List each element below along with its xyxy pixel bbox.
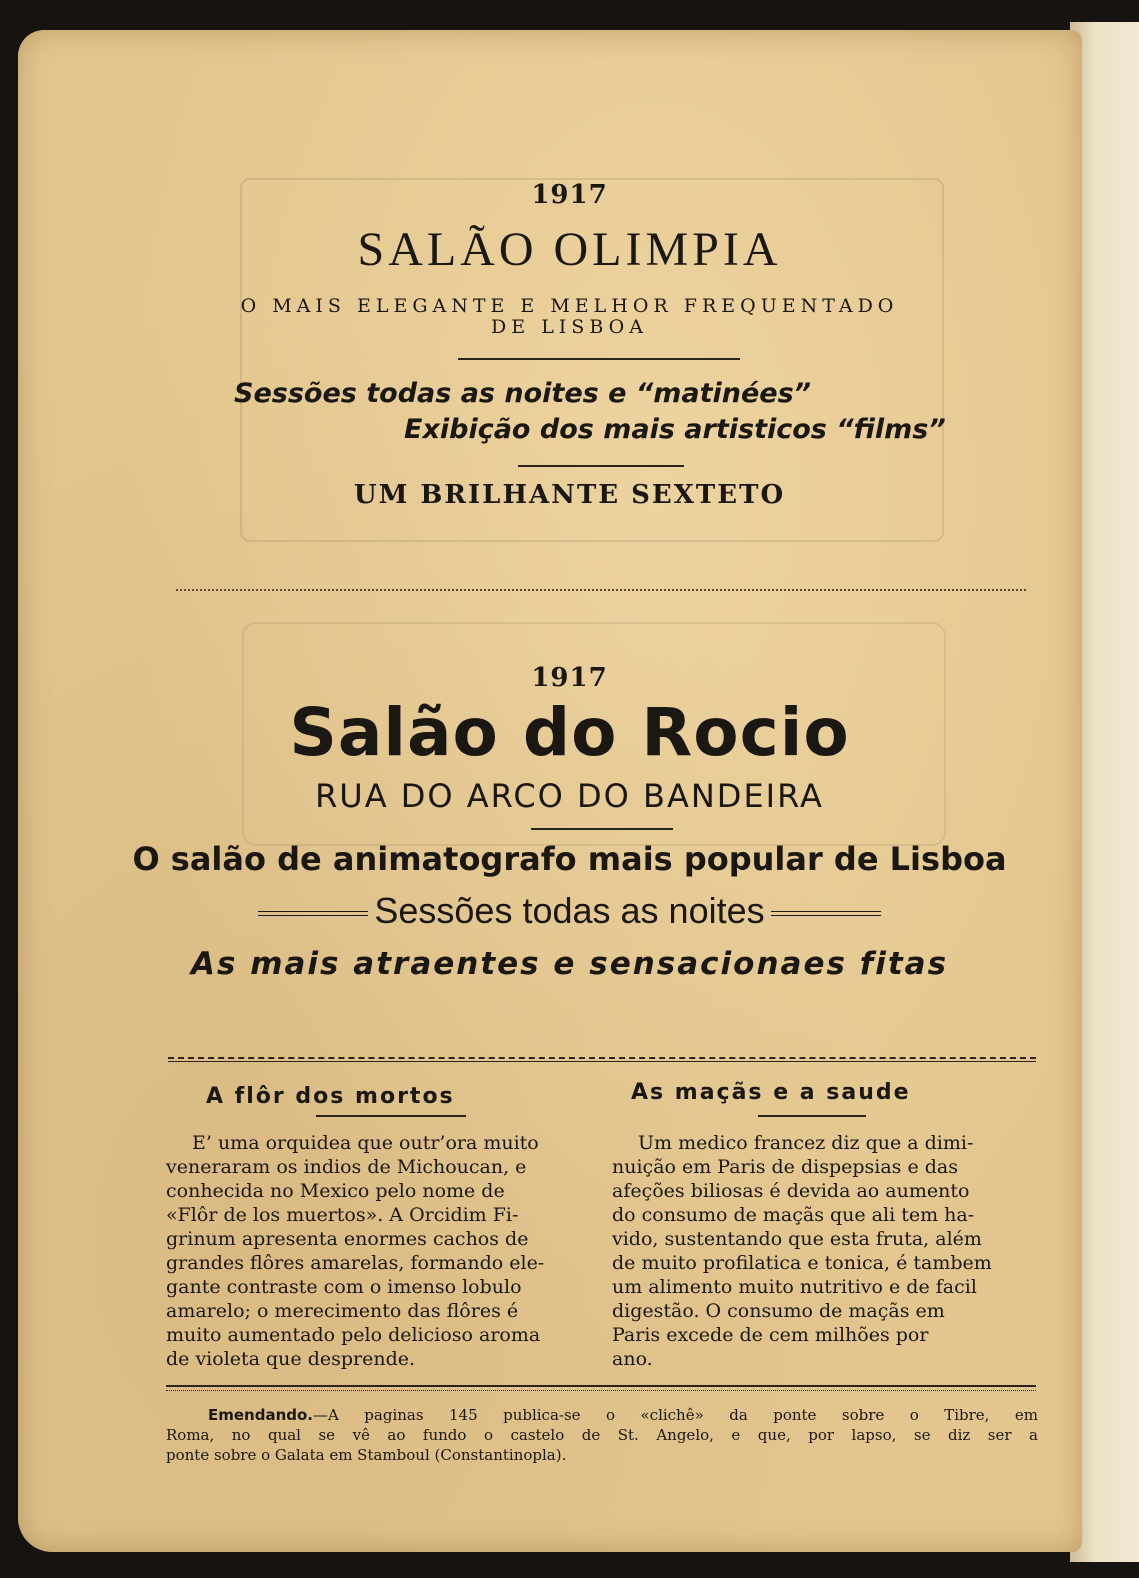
olimpia-films-line: Exibição dos mais artisticos “films” <box>404 414 946 445</box>
article-line: grandes flôres amarelas, formando ele- <box>166 1252 545 1274</box>
article-line: E’ uma orquidea que outr’ora muito <box>192 1132 539 1154</box>
emendando-line1 <box>166 1405 1038 1425</box>
divider <box>531 828 673 830</box>
ornament-rule <box>258 911 368 916</box>
dotted-separator <box>176 589 1026 591</box>
article-line: amarelo; o merecimento das flôres é <box>166 1300 519 1322</box>
article-line: veneraram os indios de Michoucan, e <box>166 1156 527 1178</box>
olimpia-subtitle-line1: O MAIS ELEGANTE E MELHOR FREQUENTADO <box>240 295 899 317</box>
olimpia-year: 1917 <box>531 180 608 210</box>
olimpia-sessions-line: Sessões todas as noites e “matinées” <box>234 378 812 409</box>
rocio-fitas: As mais atraentes e sensacionaes fitas <box>190 946 949 982</box>
rocio-year: 1917 <box>531 663 608 693</box>
article-right-title: As maçãs e a saude <box>631 1080 911 1105</box>
olimpia-title: SALÃO OLIMPIA <box>357 223 782 276</box>
rocio-tagline: O salão de animatografo mais popular de Lisboa <box>132 840 1007 878</box>
article-line: vido, sustentando que esta fruta, além <box>612 1228 982 1250</box>
article-line: muito aumentado pelo delicioso aroma <box>166 1324 541 1346</box>
footnote-separator <box>166 1390 1036 1391</box>
article-line: afeções biliosas é devida ao aumento <box>612 1180 970 1202</box>
emendando-line2: Roma, no qual se vê ao fundo o castelo de St. Angelo, e que, por lapso, se diz ser a <box>166 1426 1038 1444</box>
article-left-body <box>166 1131 587 1371</box>
column-separator <box>168 1061 1036 1062</box>
emendando-note <box>166 1405 1038 1465</box>
article-line: Um medico francez diz que a dimi- <box>638 1132 974 1154</box>
rocio-sessions <box>0 890 1139 940</box>
rocio-title: Salão do Rocio <box>289 694 850 771</box>
emendando-label: Emendando. <box>208 1406 314 1424</box>
article-line: ano. <box>612 1348 653 1370</box>
footnote-separator <box>166 1385 1036 1387</box>
article-line: grinum apresenta enormes cachos de <box>166 1228 529 1250</box>
article-line: conhecida no Mexico pelo nome de <box>166 1180 505 1202</box>
rocio-address: RUA DO ARCO DO BANDEIRA <box>315 777 824 815</box>
article-line: de muito profilatica e tonica, é tambem <box>612 1252 992 1274</box>
article-line: nuição em Paris de dispepsias e das <box>612 1156 958 1178</box>
column-separator <box>168 1057 1036 1059</box>
article-line: «Flôr de los muertos». A Orcidim Fi- <box>166 1204 519 1226</box>
article-line: do consumo de maçãs que ali tem ha- <box>612 1204 975 1226</box>
divider <box>316 1115 466 1117</box>
article-line: digestão. O consumo de maçãs em <box>612 1300 945 1322</box>
article-line: Paris excede de cem milhões por <box>612 1324 929 1346</box>
ornament-rule <box>771 911 881 916</box>
divider <box>458 358 740 360</box>
olimpia-subtitle-line2: DE LISBOA <box>491 316 648 338</box>
rocio-sessions-text: Sessões todas as noites <box>374 890 765 931</box>
divider <box>758 1115 866 1117</box>
emendando-line3: ponte sobre o Galata em Stamboul (Constantinopla). <box>166 1446 567 1464</box>
divider <box>518 465 684 467</box>
olimpia-sextet: UM BRILHANTE SEXTETO <box>353 480 786 510</box>
article-line: gante contraste com o imenso lobulo <box>166 1276 522 1298</box>
article-line: de violeta que desprende. <box>166 1348 416 1370</box>
emendando-text: —A paginas 145 publica-se o «clichê» da ponte sobre o Tibre, em <box>313 1406 1038 1424</box>
article-right-body <box>612 1131 1037 1371</box>
article-line: um alimento muito nutritivo e de facil <box>612 1276 977 1298</box>
article-left-title: A flôr dos mortos <box>206 1084 455 1109</box>
